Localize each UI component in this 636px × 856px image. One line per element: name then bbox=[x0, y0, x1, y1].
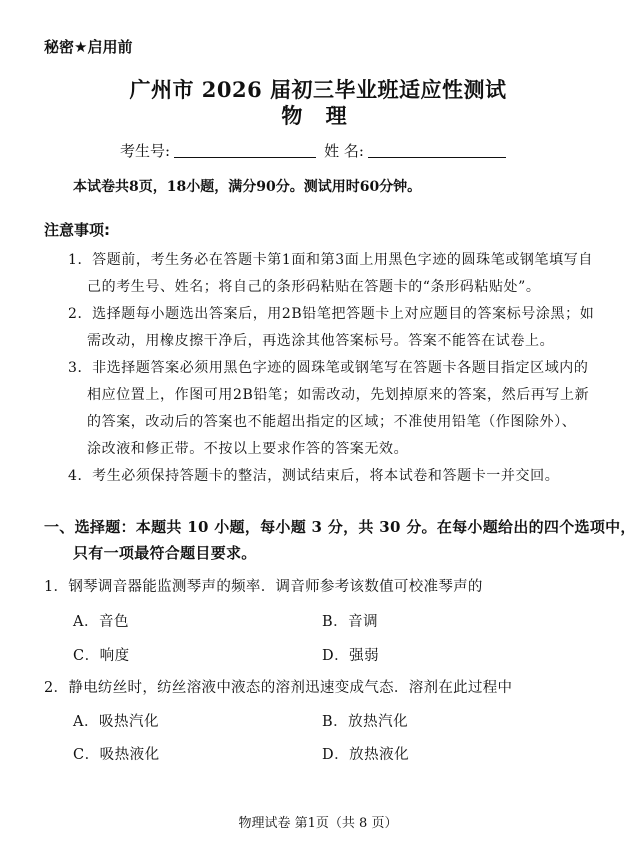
notice-line: 1．答题前，考生务必在答题卡第1面和第3面上用黑色字迹的圆珠笔或钢笔填写自 bbox=[68, 252, 593, 268]
notice-line: 的答案，改动后的答案也不能超出指定的区域；不准使用铅笔（作图除外）、 bbox=[87, 414, 577, 430]
question-2-option-d: D．放热液化 bbox=[322, 747, 410, 763]
question-2-stem: 2．静电纺丝时，纺丝溶液中液态的溶剂迅速变成气态．溶剂在此过程中 bbox=[44, 680, 513, 696]
name-label: 姓 名: bbox=[324, 142, 364, 160]
section-heading: 一、选择题：本题共 10 小题，每小题 3 分，共 30 分。在每小题给出的四个选项中， bbox=[44, 518, 636, 536]
question-1-stem: 1．钢琴调音器能监测琴声的频率．调音师参考该数值可校准琴声的 bbox=[44, 579, 483, 595]
candidate-fields bbox=[120, 140, 514, 161]
candidate-no-label: 考生号: bbox=[120, 142, 171, 160]
exam-title: 广州市 2026 届初三毕业班适应性测试 bbox=[129, 77, 507, 102]
page-footer: 物理试卷 第1页（共 8 页） bbox=[238, 816, 398, 831]
exam-info: 本试卷共8页，18小题，满分90分。测试用时60分钟。 bbox=[73, 179, 422, 195]
notice-line: 涂改液和修正带。不按以上要求作答的答案无效。 bbox=[87, 441, 409, 457]
subject-title: 物 理 bbox=[281, 103, 355, 128]
question-2-option-c: C．吸热液化 bbox=[73, 747, 160, 763]
question-1-option-b: B．音调 bbox=[322, 614, 379, 630]
question-1-option-a: A．音色 bbox=[73, 614, 129, 630]
candidate-no-field[interactable] bbox=[174, 156, 316, 158]
notice-line: 需改动，用橡皮擦干净后，再选涂其他答案标号。答案不能答在试卷上。 bbox=[87, 333, 555, 349]
section-heading-cont: 只有一项最符合题目要求。 bbox=[73, 544, 257, 562]
name-field[interactable] bbox=[368, 156, 506, 158]
question-1-option-d: D．强弱 bbox=[322, 648, 380, 664]
notice-heading: 注意事项: bbox=[44, 221, 110, 239]
notice-line: 3．非选择题答案必须用黑色字迹的圆珠笔或钢笔写在答题卡各题目指定区域内的 bbox=[68, 360, 589, 376]
question-1-option-c: C．响度 bbox=[73, 648, 130, 664]
notice-line: 2．选择题每小题选出答案后，用2B铅笔把答题卡上对应题目的答案标号涂黑；如 bbox=[68, 306, 595, 322]
notice-line: 相应位置上，作图可用2B铅笔；如需改动，先划掉原来的答案，然后再写上新 bbox=[87, 387, 590, 403]
notice-line: 己的考生号、姓名；将自己的条形码粘贴在答题卡的“条形码粘贴处”。 bbox=[87, 279, 541, 295]
question-2-option-a: A．吸热汽化 bbox=[73, 714, 159, 730]
question-2-option-b: B．放热汽化 bbox=[322, 714, 409, 730]
confidential-label: 秘密★启用前 bbox=[44, 38, 133, 56]
notice-line: 4．考生必须保持答题卡的整洁，测试结束后，将本试卷和答题卡一并交回。 bbox=[68, 468, 560, 484]
